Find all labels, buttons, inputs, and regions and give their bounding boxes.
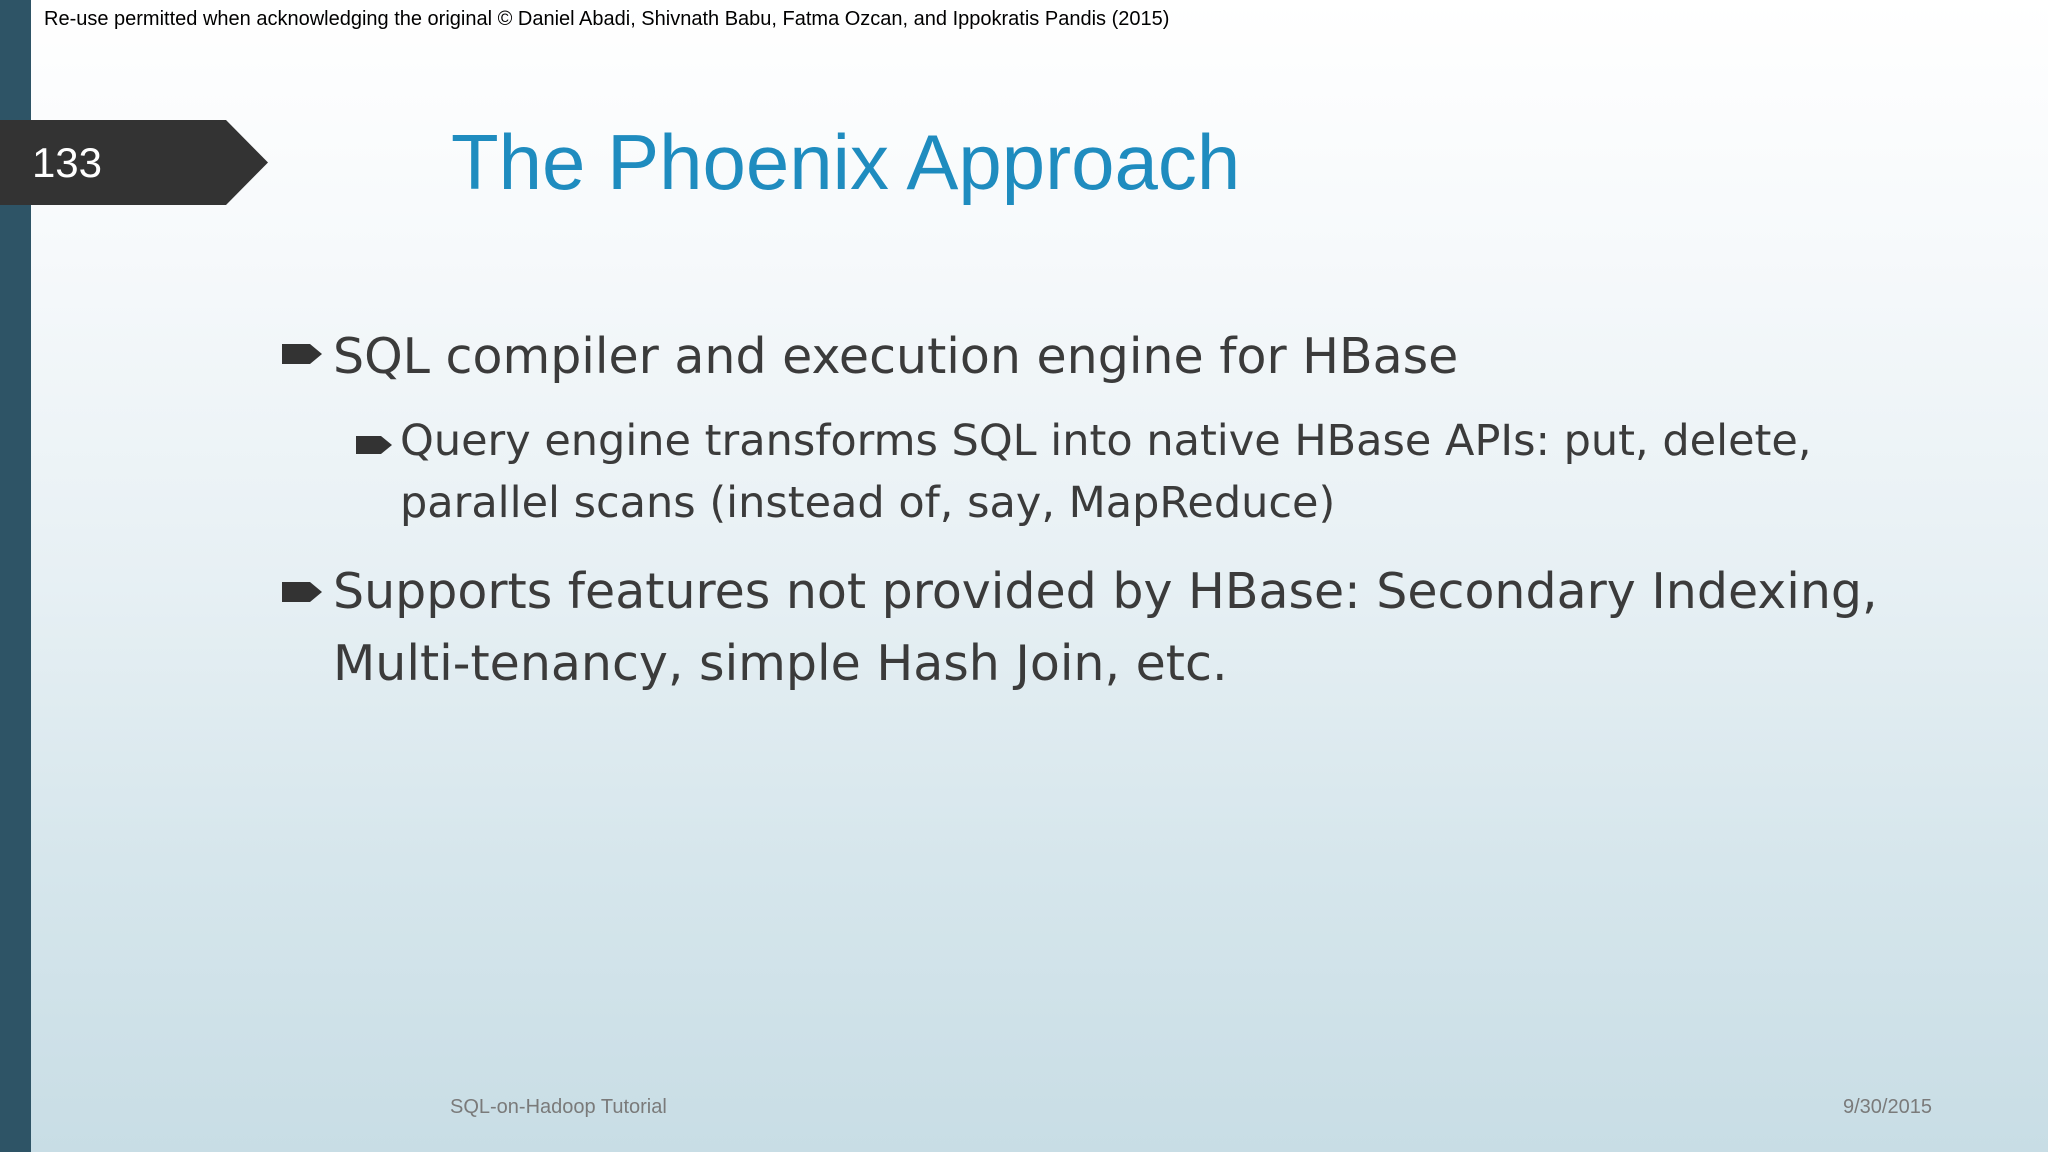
footer-date: 9/30/2015: [1843, 1096, 1932, 1118]
copyright-notice: Re-use permitted when acknowledging the original © Daniel Abadi, Shivnath Babu, Fatma Ozcan, and Ippokratis Pandis (2015): [44, 8, 1170, 30]
pointing-hand-icon: [280, 342, 324, 370]
bullet-text: Supports features not provided by HBase: Secondary Indexing, Multi-tenancy, simple Hash Join, etc.: [333, 563, 1878, 692]
footer-title: SQL-on-Hadoop Tutorial: [450, 1096, 667, 1118]
bullet-text: SQL compiler and execution engine for HBase: [333, 328, 1459, 385]
bullet-text: Query engine transforms SQL into native HBase APIs: put, delete, parallel scans (instead of, say, MapReduce): [400, 416, 1812, 528]
slide-number: [0, 120, 340, 205]
pointing-hand-icon: [280, 580, 324, 608]
slide-number-text: 133: [31, 139, 103, 186]
slide-number-tab: [0, 120, 270, 205]
slide-title: The Phoenix Approach: [451, 118, 1241, 206]
pointing-hand-icon: [354, 434, 394, 460]
